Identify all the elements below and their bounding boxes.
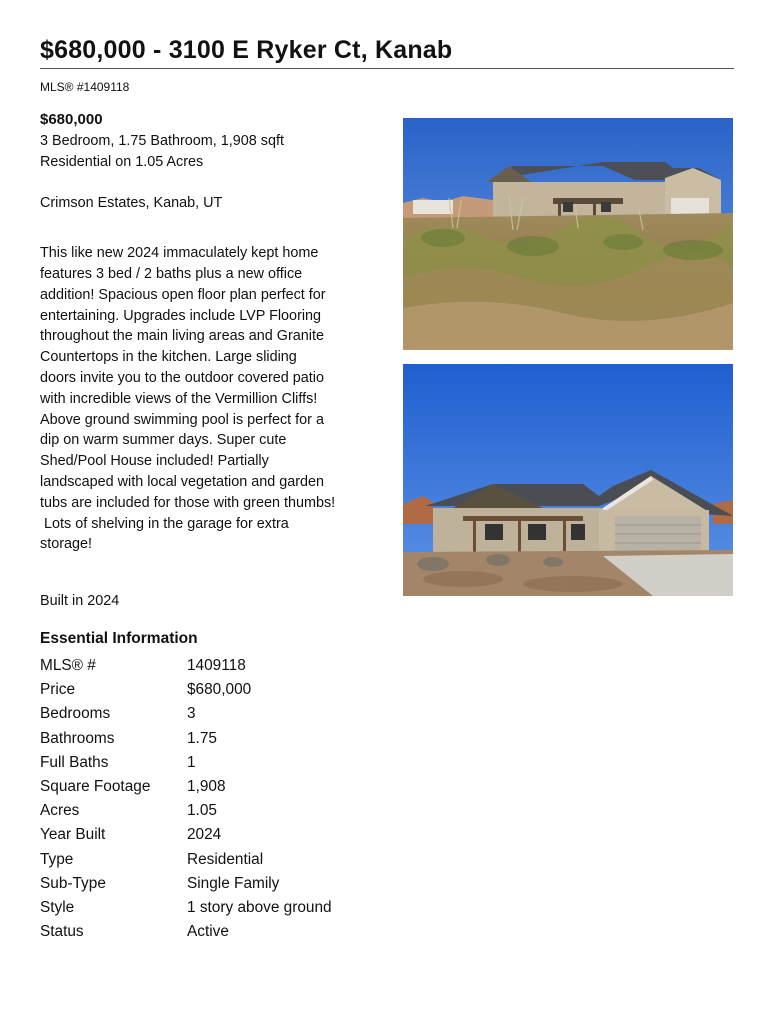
description-line: Shed/Pool House included! Partially: [40, 453, 269, 470]
info-row: [40, 778, 332, 802]
info-label: Sub-Type: [40, 874, 106, 892]
info-label: Style: [40, 898, 75, 916]
description: [40, 243, 370, 555]
description-line: Above ground swimming pool is perfect for a: [40, 411, 324, 428]
location: Crimson Estates, Kanab, UT: [40, 195, 223, 212]
info-label: Year Built: [40, 826, 106, 844]
info-value: 2024: [187, 826, 222, 844]
info-row: [40, 730, 332, 754]
info-label: Bathrooms: [40, 729, 115, 747]
description-line: storage!: [40, 536, 92, 553]
info-label: Full Baths: [40, 753, 109, 771]
info-label: Bedrooms: [40, 705, 111, 723]
type-acres: Residential on 1.05 Acres: [40, 153, 204, 170]
description-line: Lots of shelving in the garage for extra: [40, 515, 289, 532]
info-value: Residential: [187, 850, 264, 868]
info-label: Type: [40, 850, 74, 868]
info-row: [40, 802, 332, 826]
info-label: Square Footage: [40, 777, 151, 795]
info-row: [40, 851, 332, 875]
info-value: Active: [187, 923, 229, 941]
info-value: 1409118: [187, 657, 246, 674]
photo-image: [403, 364, 733, 596]
property-photo-front-field[interactable]: [403, 118, 733, 350]
description-line: with incredible views of the Vermillion Cliffs!: [40, 390, 318, 407]
description-line: Countertops in the kitchen. Large sliding: [40, 349, 297, 366]
info-value: 1.75: [187, 729, 217, 747]
description-line: throughout the main living areas and Granite: [40, 328, 324, 345]
description-line: tubs are included for those with green thumbs!: [40, 494, 336, 511]
listing-summary: [40, 110, 370, 612]
info-row: [40, 899, 332, 923]
photo-image: [403, 118, 733, 350]
description-line: features 3 bed / 2 baths plus a new office: [40, 265, 303, 282]
specs: 3 Bedroom, 1.75 Bathroom, 1,908 sqft: [40, 132, 284, 149]
essential-info-table: [40, 657, 332, 947]
description-line: addition! Spacious open floor plan perfect for: [40, 286, 326, 303]
info-value: $680,000: [187, 681, 252, 699]
info-row: [40, 705, 332, 729]
info-row: [40, 754, 332, 778]
essential-info-heading: Essential Information: [40, 630, 198, 647]
price: $680,000: [40, 111, 103, 128]
title-divider: [40, 68, 734, 69]
description-line: dip on warm summer days. Super cute: [40, 432, 287, 449]
description-line: landscaped with local vegetation and garden: [40, 473, 325, 490]
info-value: 1 story above ground: [187, 898, 332, 916]
info-label: Price: [40, 681, 76, 699]
info-label: MLS® #: [40, 657, 96, 674]
description-line: entertaining. Upgrades include LVP Flooring: [40, 307, 322, 324]
info-row: [40, 681, 332, 705]
year-built-note: Built in 2024: [40, 593, 120, 610]
property-photo-front-garage[interactable]: [403, 364, 733, 596]
page-title: $680,000 - 3100 E Ryker Ct, Kanab: [40, 36, 453, 64]
mls-number: MLS® #1409118: [40, 80, 130, 94]
info-value: 1,908: [187, 777, 226, 795]
info-value: 1: [187, 753, 196, 771]
description-line: This like new 2024 immaculately kept home: [40, 245, 319, 262]
description-line: doors invite you to the outdoor covered patio: [40, 369, 324, 386]
info-row: [40, 923, 332, 947]
info-value: Single Family: [187, 874, 280, 892]
info-value: 3: [187, 705, 196, 723]
info-row: [40, 875, 332, 899]
info-row: [40, 657, 332, 681]
info-label: Acres: [40, 802, 80, 820]
info-row: [40, 826, 332, 850]
info-label: Status: [40, 923, 84, 941]
info-value: 1.05: [187, 802, 217, 820]
